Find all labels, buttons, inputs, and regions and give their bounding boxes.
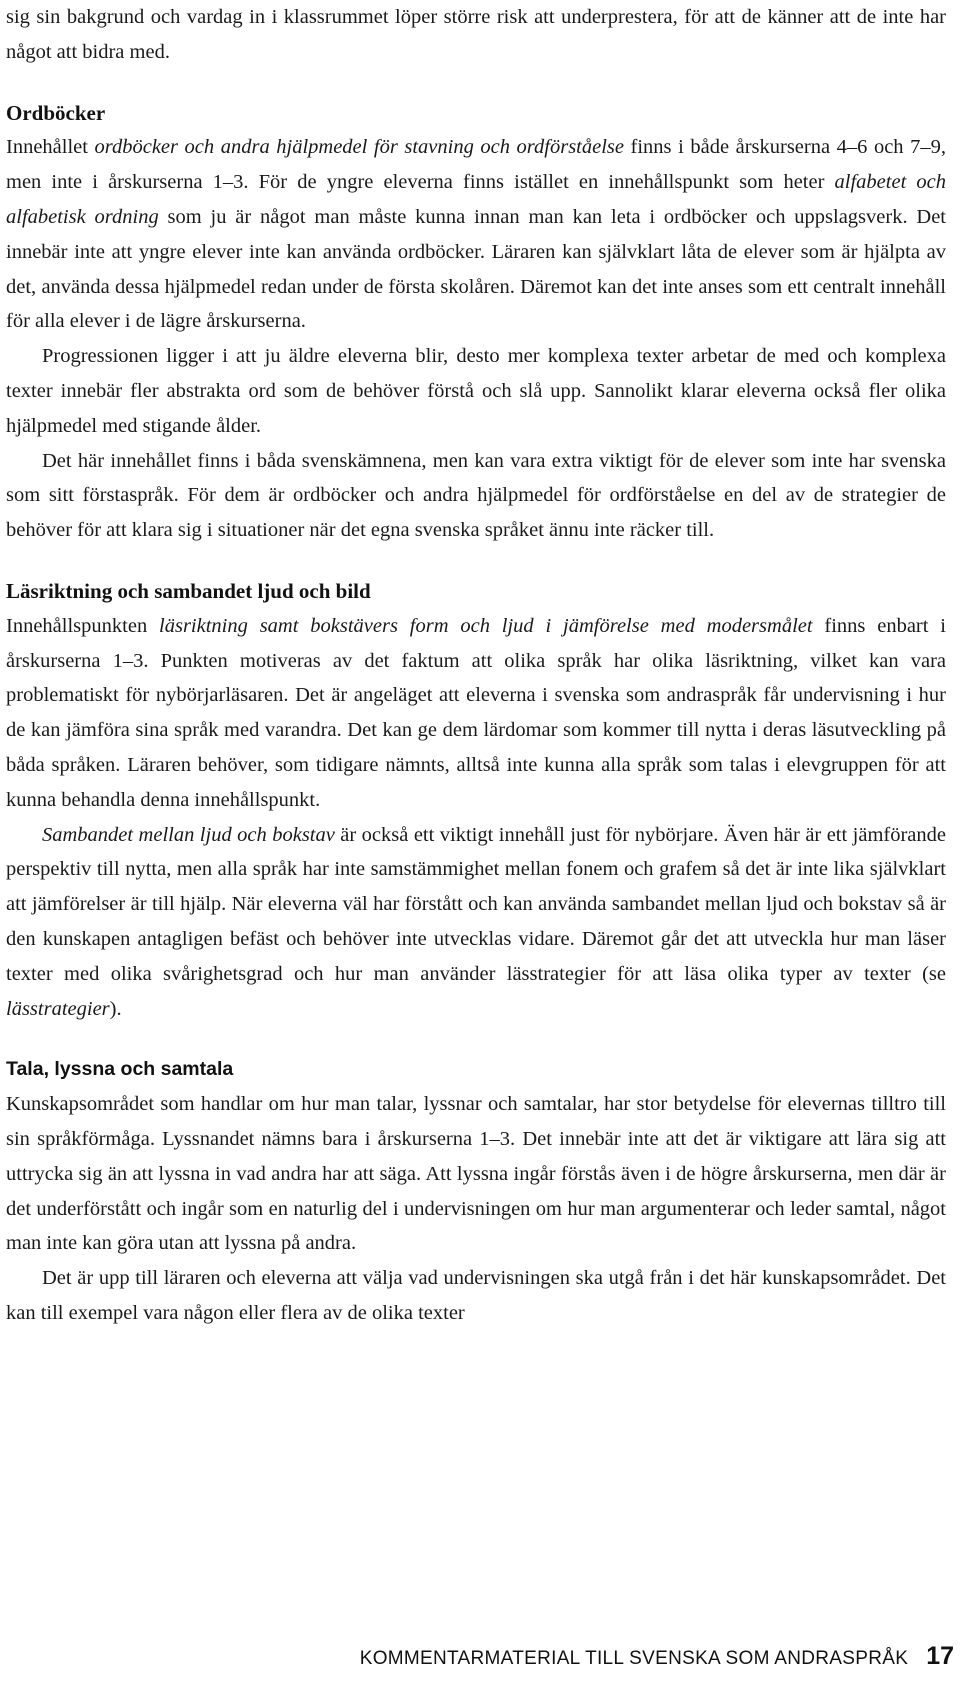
- tala-paragraph-2: Det är upp till läraren och eleverna att välja vad undervisningen ska utgå från i det här kunskapsområdet. Det kan till exempel vara någon eller flera av de olika texter: [6, 1267, 946, 1324]
- italic-term: ordböcker och andra hjälpmedel för stavning och ordförståelse: [94, 136, 624, 159]
- section-heading-lasriktning: Läsriktning och sambandet ljud och bild: [6, 578, 371, 603]
- page-number: 17: [926, 1642, 954, 1670]
- italic-term: läsriktning samt bokstävers form och ljud i jämförelse med modersmålet: [159, 614, 813, 637]
- italic-term: alfabetet och alfabetisk ordning: [6, 171, 946, 228]
- text-run: Innehållspunkten: [6, 614, 160, 637]
- tala-paragraph-1: Kunskapsområdet som handlar om hur man talar, lyssnar och samtalar, har stor betydelse för elevernas tilltro till sin språkförmåga. Lyssnandet nämns bara i årskurserna 1–3. Det innebär inte att det är viktigare att lära sig att uttrycka sig än att lyssna in vad andra har att säga. Att lyssna ingår förstås även i de högre årskurserna, men där är det underförstått och ingår som en naturlig del i undervisningen om hur man argumenterar och leder samtal, något man inte kan göra utan att lyssna på andra.: [6, 1093, 946, 1255]
- running-title: KOMMENTARMATERIAL TILL SVENSKA SOM ANDRASPRÅK: [359, 1648, 909, 1669]
- text-run: som ju är något man måste kunna innan man kan leta i ordböcker och uppslagsverk. Det innebär inte att yngre elever inte kan använda ordböcker. Läraren kan självklart låta de elever som är hjälpta av det, använda dessa hjälpmedel redan under de första skolåren. Däremot kan det inte anses som ett centralt innehåll för alla elever i de lägre årskurserna.: [6, 205, 946, 333]
- text-run: är också ett viktigt innehåll just för nybörjare. Även här är ett jämförande perspektiv till nytta, men alla språk har inte samstämmighet mellan fonem och grafem så det är inte lika självklart att jämförelser är till hjälp. När eleverna väl har förstått och kan använda sambandet mellan ljud och bokstav så är den kunskapen antagligen befäst och behöver inte utvecklas vidare. Däremot går det att utveckla hur man läser texter med olika svårighetsgrad och hur man använder lässtrategier för att läsa olika typer av texter (se: [6, 823, 946, 985]
- intro-paragraph: sig sin bakgrund och vardag in i klassrummet löper större risk att underprestera, för att de känner att de inte har något att bidra med.: [6, 6, 946, 63]
- text-run: finns i både årskurserna 4–6 och 7–9, men inte i årskurserna 1–3. För de yngre eleverna finns istället en innehållspunkt som heter: [6, 136, 946, 194]
- lasriktning-paragraph-1: [6, 609, 946, 818]
- text-run: finns enbart i årskurserna 1–3. Punkten motiveras av det faktum att olika språk har olika läsriktning, vilket kan vara problematiskt för nybörjarläsaren. Det är angeläget att eleverna i svenska som andraspråk får undervisning i hur de kan jämföra sina språk med varandra. Det kan ge dem lärdomar som kommer till nytta i deras läsutveckling på båda språken. Läraren behöver, som tidigare nämnts, alltså inte kunna alla språk som talas i elevgruppen för att kunna behandla denna innehållspunkt.: [6, 614, 946, 811]
- lasriktning-paragraph-2: [6, 818, 946, 1027]
- ordbocker-paragraph-3: Det här innehållet finns i båda svenskämnena, men kan vara extra viktigt för de elever som inte har svenska som sitt förstaspråk. För dem är ordböcker och andra hjälpmedel för ordförståelse en del av de strategier de behöver för att klara sig i situationer när det egna svenska språket ännu inte räcker till.: [6, 449, 946, 542]
- italic-term: Sambandet mellan ljud och bokstav: [42, 823, 335, 846]
- page-body: [6, 0, 946, 1331]
- text-run: Innehållet: [6, 136, 95, 159]
- ordbocker-paragraph-1: [6, 130, 946, 339]
- section-heading-ordbocker: Ordböcker: [6, 100, 106, 125]
- section-heading-tala-lyssna: Tala, lyssna och samtala: [6, 1058, 234, 1081]
- page-footer: [360, 1642, 954, 1671]
- ordbocker-paragraph-2: Progressionen ligger i att ju äldre eleverna blir, desto mer komplexa texter arbetar de med och komplexa texter innebär fler abstrakta ord som de behöver förstå och slå upp. Sannolikt klarar eleverna också fler olika hjälpmedel med stigande ålder.: [6, 345, 946, 437]
- text-run: ).: [109, 997, 122, 1020]
- italic-term: lässtrategier: [6, 997, 110, 1020]
